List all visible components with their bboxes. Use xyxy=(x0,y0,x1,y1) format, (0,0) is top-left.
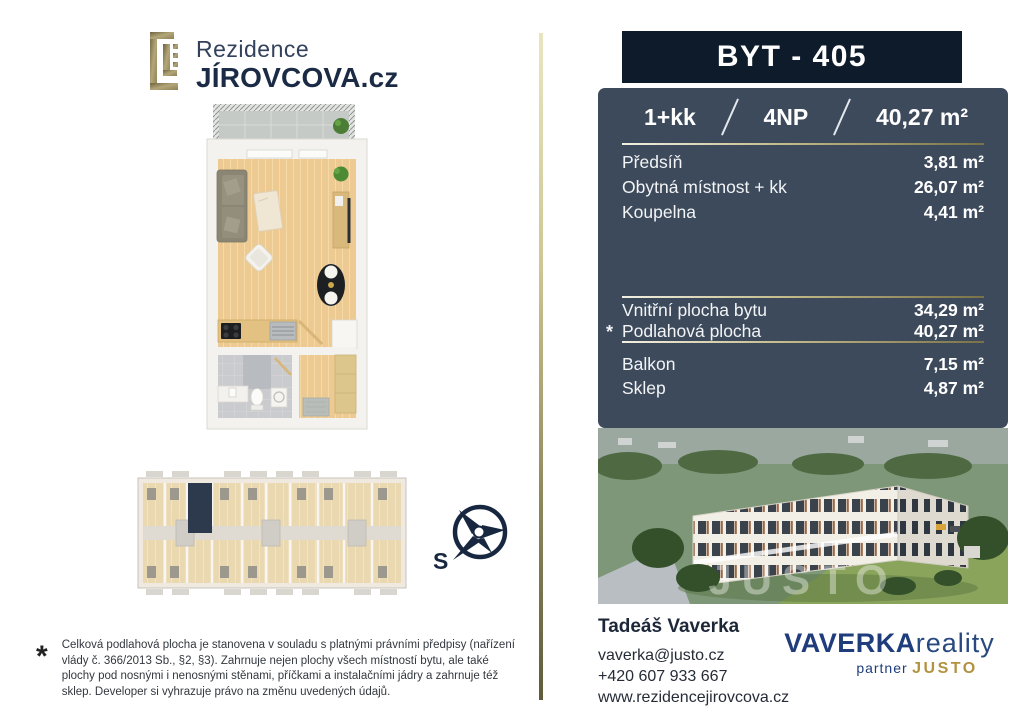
extra-value: 7,15 m² xyxy=(923,354,984,374)
building-photo-illustration xyxy=(598,428,1008,604)
room-row xyxy=(622,177,984,202)
agent-email[interactable]: vaverka@justo.cz xyxy=(598,647,725,664)
fridge xyxy=(332,320,357,348)
compass-icon xyxy=(428,498,518,588)
highlighted-unit-405 xyxy=(188,483,212,533)
bathroom xyxy=(218,355,292,418)
room-list xyxy=(622,152,984,227)
apartment-floor-plan xyxy=(175,100,405,440)
unit-title: BYT - 405 xyxy=(716,40,868,73)
room-label: Obytná místnost + kk xyxy=(622,177,787,197)
room-value: 3,81 m² xyxy=(923,152,984,172)
unit-layout: 1+kk xyxy=(644,103,696,130)
room-row xyxy=(622,152,984,177)
hallway xyxy=(299,355,356,418)
room-value: 26,07 m² xyxy=(913,177,984,197)
brand-logo-icon xyxy=(148,30,188,92)
room-row xyxy=(622,202,984,227)
vertical-divider xyxy=(539,33,543,700)
brand-name-line1: Rezidence xyxy=(196,36,310,62)
room-label: Předsíň xyxy=(622,152,683,172)
building-floor-plan xyxy=(132,468,412,598)
total-row xyxy=(622,300,984,321)
unit-area: 40,27 m² xyxy=(875,103,968,130)
balcony-plant-icon xyxy=(333,118,349,134)
extra-label: Balkon xyxy=(622,354,676,374)
tv-cabinet xyxy=(333,192,351,248)
interior-wall xyxy=(218,347,356,355)
footnote-text: Celková podlahová plocha je stanovena v souladu s platnými právními předpisy (nařízení vlády č. 366/2013 Sb., §2, §3). Zahrnuje nejen plochy všech místností bytu, ale také plochy pod nosnými i nenosnými stěnami, příčkami a instalačními jádry a zahrnuje též sklep. Developer si vyhrazuje právo na změnu uvedených údajů. xyxy=(61,639,515,698)
window xyxy=(218,150,356,159)
building-photo xyxy=(598,428,1008,604)
agent-website[interactable]: www.rezidencejirovcova.cz xyxy=(598,689,790,706)
brand-name-line2: JÍROVCOVA.cz xyxy=(196,62,399,93)
slash-divider xyxy=(721,98,739,135)
unit-spec-row xyxy=(644,94,968,140)
brand-logo xyxy=(148,30,399,92)
balcony xyxy=(213,104,355,139)
footnote-asterisk: * xyxy=(36,640,48,673)
agent-phone: +420 607 933 667 xyxy=(598,668,728,685)
photo-watermark: JUSTO xyxy=(708,556,898,603)
interior-wall xyxy=(292,355,299,418)
room-label: Koupelna xyxy=(622,202,696,222)
unit-details-panel xyxy=(598,88,1008,428)
unit-title-banner xyxy=(622,31,962,83)
agency-partner-brand: JUSTO xyxy=(912,660,978,677)
asterisk-marker: * xyxy=(606,322,614,342)
coffee-table xyxy=(253,191,282,232)
dining-set xyxy=(317,264,345,306)
extra-row xyxy=(622,354,984,378)
plant-icon xyxy=(334,167,349,182)
wardrobe xyxy=(335,355,356,413)
gold-divider xyxy=(622,341,984,343)
kitchen-counter xyxy=(218,320,297,342)
total-label: Vnitřní plocha bytu xyxy=(622,300,767,320)
extra-row xyxy=(622,378,984,402)
agent-name: Tadeáš Vaverka xyxy=(598,616,740,637)
extra-value: 4,87 m² xyxy=(923,378,984,398)
agency-name-bold: VAVERKA xyxy=(784,628,916,658)
room-value: 4,41 m² xyxy=(923,202,984,222)
extras-list xyxy=(622,354,984,402)
unit-floor: 4NP xyxy=(763,103,809,130)
extra-label: Sklep xyxy=(622,378,666,398)
totals-list xyxy=(606,300,984,342)
agency-partner-label: partner xyxy=(856,660,908,676)
sofa xyxy=(217,170,247,242)
total-row xyxy=(606,321,984,342)
total-label: Podlahová plocha xyxy=(622,321,762,341)
slash-divider xyxy=(833,98,851,135)
tv-icon xyxy=(348,198,351,243)
gold-divider xyxy=(622,143,984,145)
total-value: 34,29 m² xyxy=(913,300,984,320)
washbasin-icon xyxy=(229,388,236,397)
gold-divider xyxy=(622,296,984,298)
agency-logo xyxy=(782,630,997,677)
agency-name-light: reality xyxy=(915,628,995,658)
compass-south-label: S xyxy=(433,548,449,574)
total-value: 40,27 m² xyxy=(913,321,984,341)
footnote xyxy=(36,638,541,700)
toilet-icon xyxy=(251,389,263,406)
